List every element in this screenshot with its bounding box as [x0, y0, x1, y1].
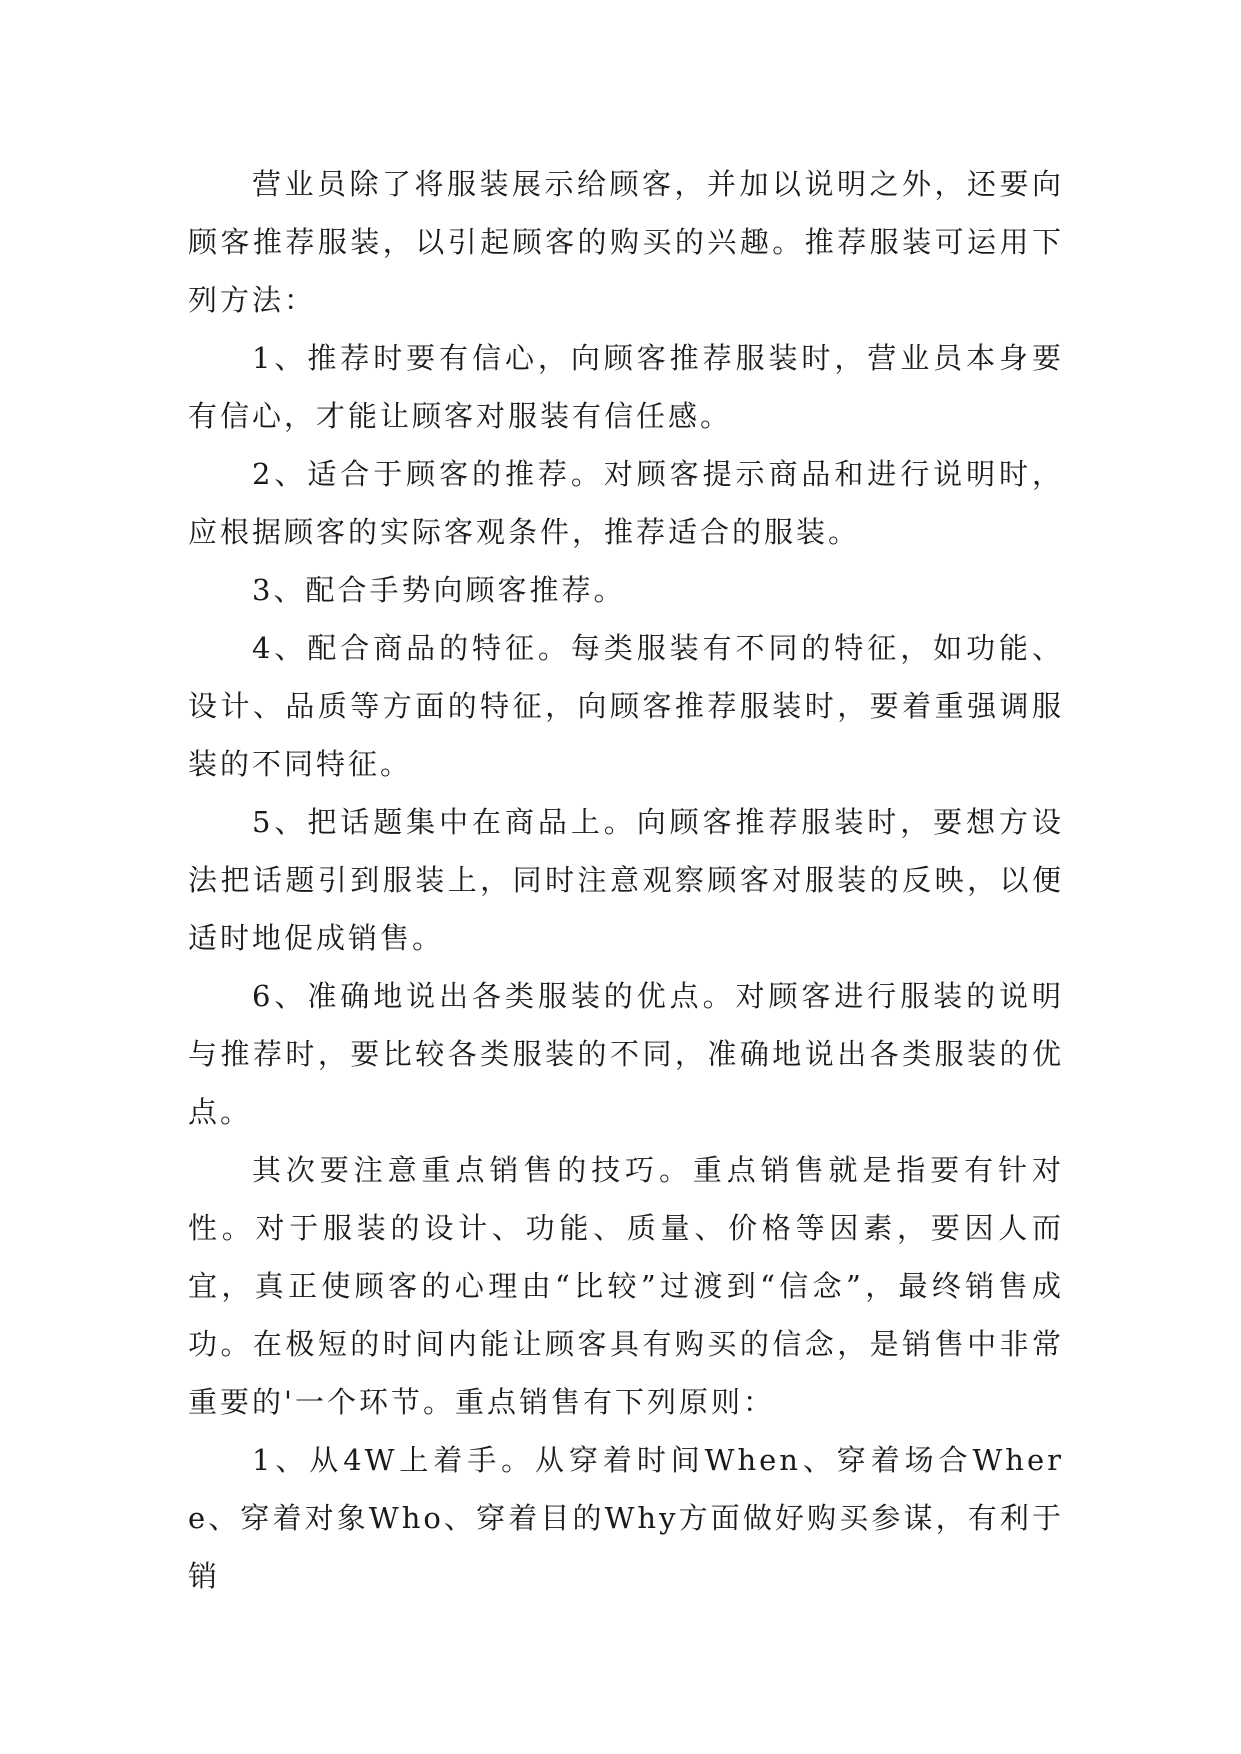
paragraph-item-3: 3、配合手势向顾客推荐。 — [252, 573, 626, 607]
paragraph-intro: 营业员除了将服装展示给顾客，并加以说明之外，还要向顾客推荐服装，以引起顾客的购买的兴趣。推荐服装可运用下列方法： — [188, 167, 1064, 317]
paragraph-item-4: 4、配合商品的特征。每类服装有不同的特征，如功能、设计、品质等方面的特征，向顾客推荐服装时，要着重强调服装的不同特征。 — [188, 631, 1064, 781]
paragraph-item-2: 2、适合于顾客的推荐。对顾客提示商品和进行说明时，应根据顾客的实际客观条件，推荐适合的服装。 — [188, 457, 1064, 549]
paragraph-key-selling: 其次要注意重点销售的技巧。重点销售就是指要有针对性。对于服装的设计、功能、质量、价格等因素，要因人而宜，真正使顾客的心理由“比较”过渡到“信念”，最终销售成功。在极短的时间内能让顾客具有购买的信念，是销售中非常重要的'一个环节。重点销售有下列原则： — [188, 1153, 1064, 1419]
paragraph-item-6: 6、准确地说出各类服装的优点。对顾客进行服装的说明与推荐时，要比较各类服装的不同，准确地说出各类服装的优点。 — [188, 979, 1064, 1129]
paragraph-item-5: 5、把话题集中在商品上。向顾客推荐服装时，要想方设法把话题引到服装上，同时注意观察顾客对服装的反映，以便适时地促成销售。 — [188, 805, 1064, 955]
paragraph-principle-1: 1、从4W上着手。从穿着时间When、穿着场合Where、穿着对象Who、穿着目的Why方面做好购买参谋，有利于销 — [188, 1443, 1064, 1593]
document-body — [188, 155, 1064, 1605]
paragraph-item-1: 1、推荐时要有信心，向顾客推荐服装时，营业员本身要有信心，才能让顾客对服装有信任感。 — [188, 341, 1064, 433]
